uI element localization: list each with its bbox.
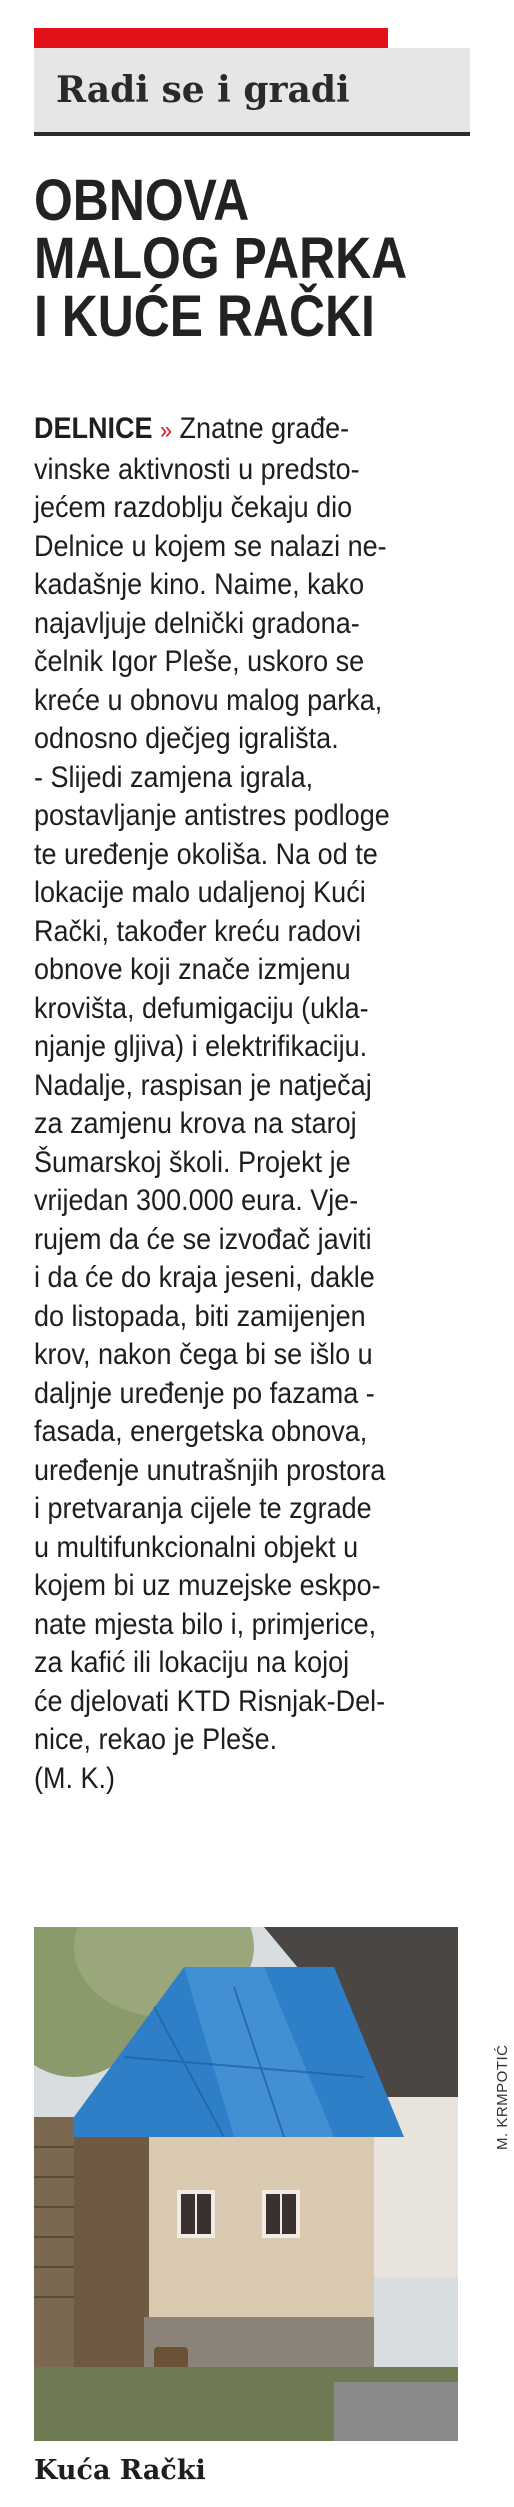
body-line: i pretvaranja cijele te zgrade <box>34 1492 372 1525</box>
body-line: kadašnje kino. Naime, kako <box>34 568 365 601</box>
body-line: krovišta, defumigaciju (ukla- <box>34 991 369 1025</box>
headline <box>34 168 430 349</box>
body-line: rujem da će se izvođač javiti <box>34 1222 372 1256</box>
body-line: za zamjenu krova na staroj <box>34 1107 357 1140</box>
headline-line: I KUĆE RAČKI <box>34 284 375 349</box>
body-line: će djelovati KTD Risnjak-Del- <box>34 1684 386 1718</box>
body-line: fasada, energetska obnova, <box>34 1415 368 1448</box>
body-line: kreće u obnovu malog parka, <box>34 683 383 717</box>
first-line <box>34 410 455 451</box>
body-line: daljnje uređenje po fazama - <box>34 1376 375 1410</box>
body-lines <box>34 451 455 1799</box>
body-line: Delnice u kojem se nalazi ne- <box>34 529 387 563</box>
body-line: obnove koji znače izmjenu <box>34 953 351 986</box>
photo-caption: Kuća Rački <box>34 2455 206 2486</box>
body-line: uređenje unutrašnjih prostora <box>34 1453 386 1487</box>
section-rubric <box>34 48 470 136</box>
chevron-right-icon: » <box>160 417 173 444</box>
body-line: u multifunkcionalni objekt u <box>34 1530 359 1564</box>
body-line: nice, rekao je Pleše. <box>34 1723 278 1756</box>
body-line: do listopada, biti zamijenjen <box>34 1299 366 1333</box>
body-line: te uređenje okoliša. Na od te <box>34 837 378 871</box>
body-line: - Slijedi zamjena igrala, <box>34 760 314 794</box>
body-line: jećem razdoblju čekaju dio <box>34 491 353 524</box>
body-line: najavljuje delnički gradona- <box>34 606 360 640</box>
body-line: čelnik Igor Pleše, uskoro se <box>34 645 365 678</box>
article-photo <box>34 1927 458 2441</box>
body-line: lokacije malo udaljenoj Kući <box>34 876 366 909</box>
body-line: (M. K.) <box>34 1761 115 1795</box>
body-line: nate mjesta bilo i, primjerice, <box>34 1607 377 1641</box>
body-line: vrijedan 300.000 eura. Vje- <box>34 1184 359 1217</box>
body-line: i da će do kraja jeseni, dakle <box>34 1261 375 1294</box>
body-line: Nadalje, raspisan je natječaj <box>34 1068 372 1102</box>
headline-line: MALOG PARKA <box>34 226 408 291</box>
accent-bar <box>34 28 388 48</box>
body-first-text: Znatne građe- <box>179 412 350 445</box>
article-body <box>34 410 455 1798</box>
photo-credit: M. KRMPOTIĆ <box>494 2044 511 2150</box>
body-line: odnosno dječjeg igrališta. <box>34 722 339 755</box>
body-line: Rački, također kreću radovi <box>34 914 362 948</box>
body-line: za kafić ili lokaciju na kojoj <box>34 1646 350 1679</box>
body-line: krov, nakon čega bi se išlo u <box>34 1338 373 1371</box>
body-line: postavljanje antistres podloge <box>34 799 390 832</box>
headline-line: OBNOVA <box>34 168 250 233</box>
house-photo-illustration <box>34 1927 458 2441</box>
rubric-title: Radi se i gradi <box>56 69 350 111</box>
body-line: njanje gljiva) i elektrifikaciju. <box>34 1030 368 1063</box>
body-line: Šumarskoj školi. Projekt je <box>34 1145 351 1179</box>
body-line: vinske aktivnosti u predsto- <box>34 452 360 486</box>
dateline: DELNICE <box>34 412 153 445</box>
body-line: kojem bi uz muzejske eskpo- <box>34 1569 381 1602</box>
